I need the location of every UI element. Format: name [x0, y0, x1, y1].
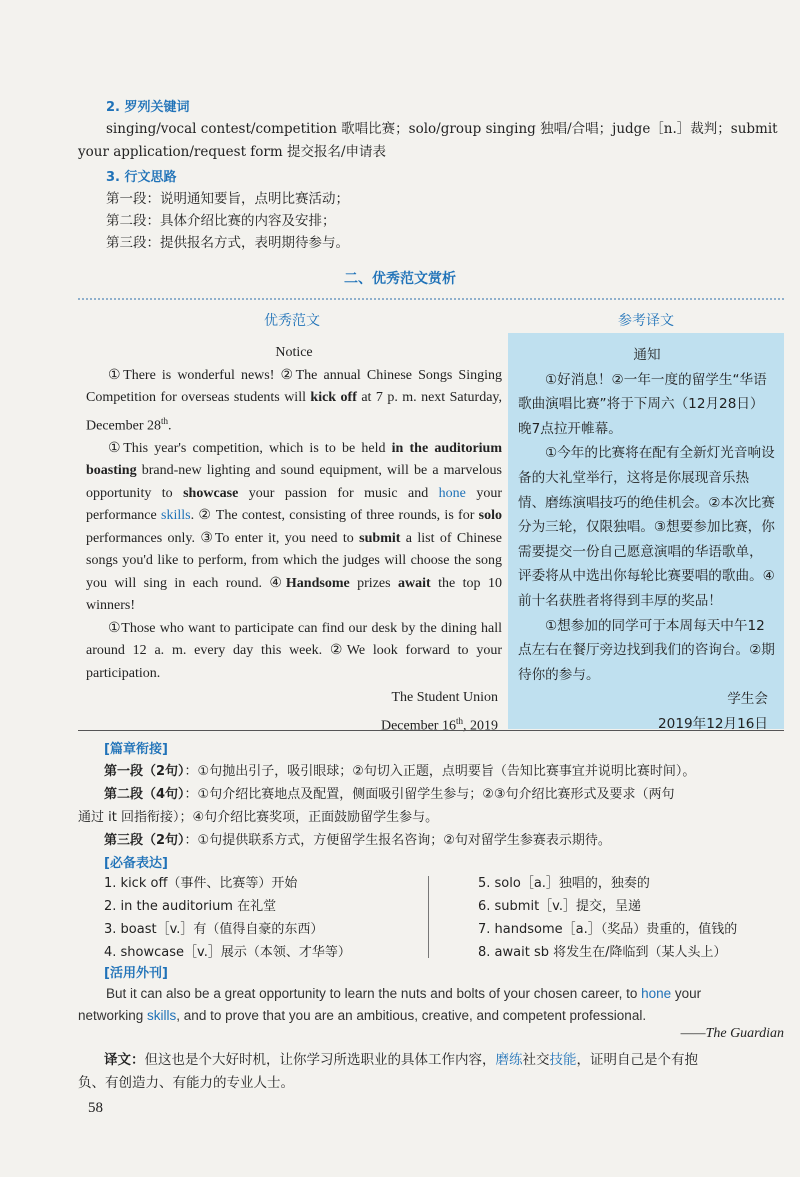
structure-label: [篇章衔接] — [104, 742, 168, 757]
outline-item-1: 第一段：说明通知要旨，点明比赛活动； — [106, 191, 349, 207]
model-essay-title: 优秀范文 — [264, 313, 320, 329]
translation-signature: 学生会 — [727, 691, 768, 708]
translation-heading: 通知 — [633, 347, 661, 363]
expressions-right — [478, 872, 737, 964]
translation-paragraph-1: ①好消息！②一年一度的留学生“华语歌曲演唱比赛”将于下周六（12月28日）晚7点拉开帷幕。 — [518, 371, 767, 437]
model-essay — [86, 342, 502, 738]
expression-item: 8. await sb 将发生在/降临到（某人头上） — [478, 945, 727, 960]
column-divider — [428, 876, 429, 958]
section-divider — [78, 730, 784, 731]
outline-item-3: 第三段：提供报名方式，表明期待参与。 — [106, 235, 349, 251]
expression-item: 6. submit［v.］提交，呈递 — [478, 899, 641, 914]
periodical-label: [活用外刊] — [104, 966, 168, 981]
translation-paragraph-3: ①想参加的同学可于本周每天中午12点左右在餐厅旁边找到我们的咨询台。②期待你的参与。 — [518, 617, 775, 683]
expression-item: 1. kick off（事件、比赛等）开始 — [104, 876, 298, 891]
translation-paragraph-2: ①今年的比赛将在配有全新灯光音响设备的大礼堂举行，这将是你展现音乐热情、磨练演唱技巧的绝佳机会。②本次比赛分为三轮，仅限独唱。③想要参加比赛，你需要提交一份自己愿意演唱的华语歌单，评委将从中选出你每轮比赛要唱的歌曲。④前十名获胜者将得到丰厚的奖品！ — [518, 445, 775, 609]
essay-signature: The Student Union — [391, 690, 498, 706]
expressions-left — [104, 872, 351, 964]
keywords-heading: 2. 罗列关键词 — [106, 100, 190, 115]
expression-item: 4. showcase［v.］展示（本领、才华等） — [104, 945, 351, 960]
keywords-line-2: your application/request form 提交报名/申请表 — [78, 144, 387, 160]
periodical-line-1: But it can also be a great opportunity to learn the nuts and bolts of your chosen career, to hone your — [106, 986, 702, 1001]
essay-date: December 16th, 2019 — [380, 715, 498, 734]
outline-heading: 3. 行文思路 — [106, 170, 177, 185]
page-number: 58 — [88, 1100, 103, 1116]
expressions-label: [必备表达] — [104, 856, 168, 871]
translation-title: 参考译文 — [618, 313, 674, 329]
essay-heading: Notice — [275, 345, 313, 360]
expression-item: 7. handsome［a.］（奖品）贵重的，值钱的 — [478, 922, 738, 937]
essay-paragraph-1: ①There is wonderful news! ②The annual Chinese Songs Singing Competition for overseas students will kick off at 7 p. m. next Saturday, December 28th. — [86, 367, 502, 434]
periodical-translation-1: 译文：但这也是个大好时机，让你学习所选职业的具体工作内容，磨练社交技能，证明自己是个有抱 — [104, 1052, 698, 1068]
essay-paragraph-3: ①Those who want to participate can find our desk by the dining hall around 12 a. m. every day this week. ②We look forward to your participation. — [86, 620, 502, 681]
structure-row-2-cont: 通过 it 回指衔接）；④句介绍比赛奖项，正面鼓励留学生参与。 — [78, 810, 439, 825]
expression-item: 2. in the auditorium 在礼堂 — [104, 899, 277, 914]
keywords-line-1: singing/vocal contest/competition 歌唱比赛；solo/group singing 独唱/合唱；judge［n.］裁判；submit — [106, 121, 778, 137]
periodical-translation-2: 负、有创造力、有能力的专业人士。 — [78, 1075, 294, 1091]
part2-title: 二、优秀范文赏析 — [344, 271, 456, 287]
structure-row-3: 第三段（2句）：①句提供联系方式，方便留学生报名咨询；②句对留学生参赛表示期待。 — [104, 833, 611, 848]
structure-row-1: 第一段（2句）：①句抛出引子，吸引眼球；②句切入正题，点明要旨（告知比赛事宜并说明比赛时间）。 — [104, 764, 696, 779]
translation-panel — [508, 333, 784, 732]
translation-date: 2019年12月16日 — [658, 715, 768, 732]
structure-row-2: 第二段（4句）：①句介绍比赛地点及配置，侧面吸引留学生参与；②③句介绍比赛形式及要求（两句 — [104, 787, 675, 802]
expression-item: 3. boast［v.］有（值得自豪的东西） — [104, 922, 324, 937]
outline-item-2: 第二段：具体介绍比赛的内容及安排； — [106, 213, 336, 229]
periodical-source: ——The Guardian — [680, 1026, 784, 1041]
expression-item: 5. solo［a.］独唱的，独奏的 — [478, 876, 650, 891]
essay-paragraph-2: ①This year's competition, which is to be held in the auditorium boasting brand-new lighting and sound equipment, will be a marvelous opportunity to showcase your passion for music and hone your performance skills. ② The contest, consisting of three rounds, is for solo performances only. ③To enter it, you need to submit a list of Chinese songs you'd like to perform, from which the judges will choose the song you will sing in each round. ④Handsome prizes await the top 10 winners! — [86, 440, 503, 614]
dotted-divider — [78, 298, 784, 300]
periodical-line-2: networking skills, and to prove that you are an ambitious, creative, and competent professional. — [78, 1008, 647, 1023]
